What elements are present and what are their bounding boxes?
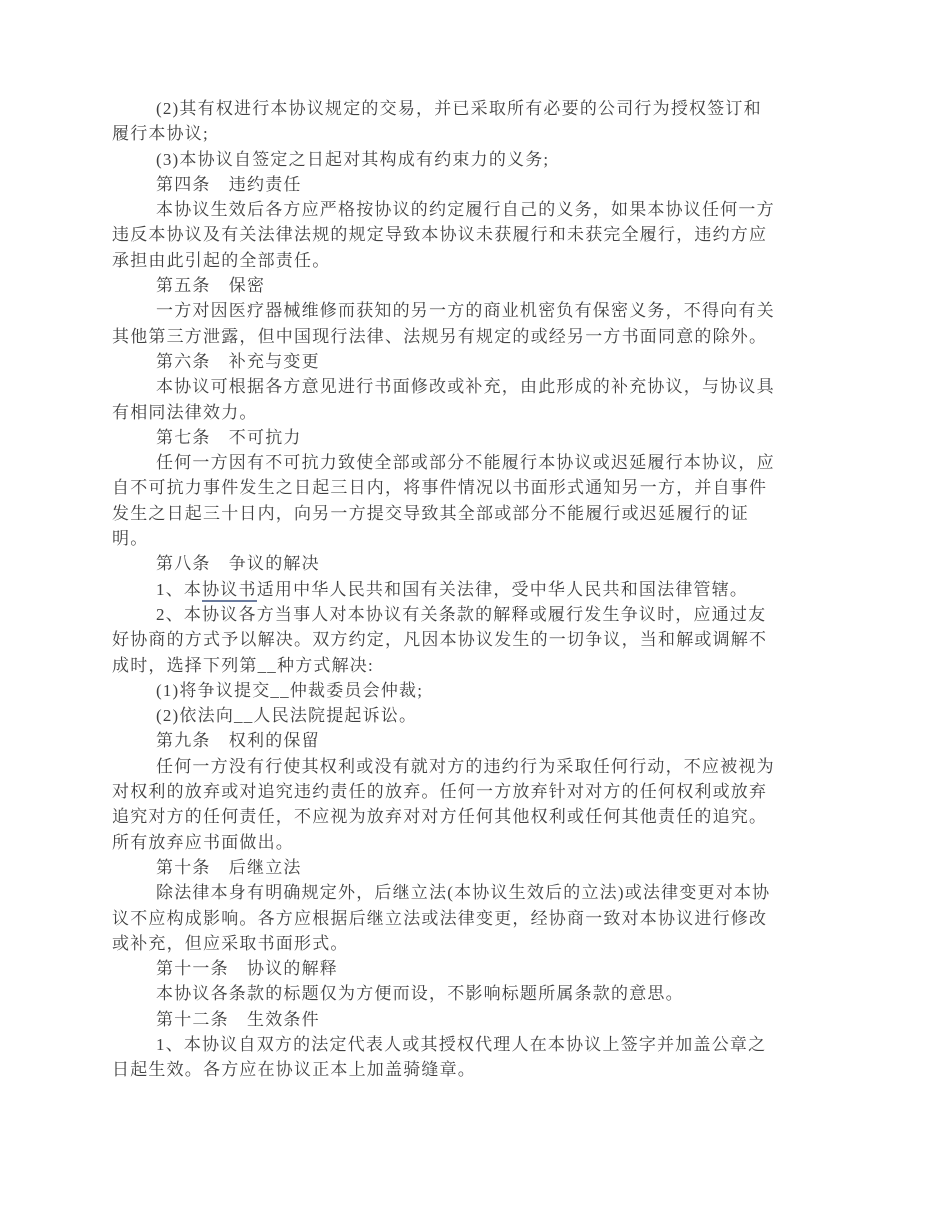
- document-line: [112, 880, 852, 905]
- text-segment: 承担由此引起的全部责任。: [112, 250, 331, 270]
- document-line: [112, 1032, 852, 1057]
- text-segment: 好协商的方式予以解决。双方约定，凡因本协议发生的一切争议，当和解或调解不: [112, 630, 768, 650]
- document-line: [112, 906, 852, 931]
- text-segment: 成时，选择下列第__种方式解决:: [112, 655, 374, 675]
- text-segment: 第六条 补充与变更: [156, 351, 320, 371]
- text-segment: 第十一条 协议的解释: [156, 959, 338, 979]
- text-segment: (2)依法向__人民法院提起诉讼。: [156, 706, 418, 726]
- document-line: [112, 931, 852, 956]
- text-segment: 明。: [112, 529, 149, 549]
- document-line: [112, 526, 852, 551]
- text-segment: (2)其有权进行本协议规定的交易，并已采取所有必要的公司行为授权签订和: [156, 99, 762, 118]
- text-segment: 追究对方的任何责任，不应视为放弃对对方任何其他权利或任何其他责任的追究。: [112, 807, 768, 827]
- text-segment: 适用中华人民共和国有关法律，受中华人民共和国法律管辖。: [256, 579, 749, 599]
- document-line: [112, 248, 852, 273]
- text-segment: 或补充，但应采取书面形式。: [112, 933, 349, 953]
- document-line: [112, 602, 852, 627]
- text-segment: 本协议可根据各方意见进行书面修改或补充，由此形成的补充协议，与协议具: [156, 377, 775, 397]
- document-line: [112, 804, 852, 829]
- document-line: [112, 475, 852, 500]
- text-segment: 履行本协议;: [112, 124, 209, 144]
- text-segment: 第五条 保密: [156, 276, 266, 296]
- text-segment: 第十条 后继立法: [156, 857, 302, 877]
- document-line: [112, 197, 852, 222]
- article-heading: [112, 1007, 852, 1032]
- document-line: [112, 653, 852, 678]
- article-heading: [112, 855, 852, 880]
- text-segment: 发生之日起三十日内，向另一方提交导致其全部或部分不能履行或迟延履行的证: [112, 503, 749, 523]
- document-line: [112, 400, 852, 425]
- document-line: [112, 96, 852, 121]
- text-segment: 对权利的放弃或对追究违约责任的放弃。任何一方放弃针对对方的任何权利或放弃: [112, 782, 768, 802]
- text-segment: 其他第三方泄露，但中国现行法律、法规另有规定的或经另一方书面同意的除外。: [112, 326, 768, 346]
- text-segment: 第十二条 生效条件: [156, 1009, 320, 1029]
- article-heading: [112, 551, 852, 576]
- article-heading: [112, 273, 852, 298]
- document-line: [112, 703, 852, 728]
- document-line: [112, 147, 852, 172]
- article-heading: [112, 349, 852, 374]
- text-segment: 任何一方因有不可抗力致使全部或部分不能履行本协议或迟延履行本协议，应: [156, 453, 775, 473]
- article-heading: [112, 956, 852, 981]
- text-segment: 自不可抗力事件发生之日起三日内，将事件情况以书面形式通知另一方，并自事件: [112, 478, 768, 498]
- text-segment: 本协议生效后各方应严格按协议的约定履行自己的义务，如果本协议任何一方: [156, 200, 775, 220]
- document-line: [112, 501, 852, 526]
- text-segment: 所有放弃应书面做出。: [112, 832, 294, 852]
- document-line: [112, 678, 852, 703]
- text-segment: 2、本协议各方当事人对本协议有关条款的解释或履行发生争议时，应通过友: [156, 604, 767, 624]
- article-heading: [112, 425, 852, 450]
- text-segment: (3)本协议自签定之日起对其构成有约束力的义务;: [156, 149, 550, 169]
- document-line: [112, 779, 852, 804]
- text-segment: 第七条 不可抗力: [156, 427, 302, 447]
- text-segment: 1、本协议自双方的法定代表人或其授权代理人在本协议上签字并加盖公章之: [156, 1034, 767, 1054]
- text-segment: 本协议各条款的标题仅为方便而设，不影响标题所属条款的意思。: [156, 984, 684, 1004]
- document-line: [112, 981, 852, 1006]
- document-line: [112, 754, 852, 779]
- document-line: [112, 830, 852, 855]
- document-line: [112, 577, 852, 602]
- document-line: [112, 627, 852, 652]
- text-segment: 1、本: [156, 579, 203, 599]
- text-segment: 日起生效。各方应在协议正本上加盖骑缝章。: [112, 1060, 476, 1080]
- document-line: [112, 450, 852, 475]
- article-heading: [112, 172, 852, 197]
- document-line: [112, 374, 852, 399]
- text-segment: 第九条 权利的保留: [156, 731, 320, 751]
- document-body: [112, 96, 852, 1083]
- text-segment: 一方对因医疗器械维修而获知的另一方的商业机密负有保密义务，不得向有关: [156, 301, 775, 321]
- document-line: [112, 1057, 852, 1082]
- article-heading: [112, 728, 852, 753]
- text-segment: 议不应构成影响。各方应根据后继立法或法律变更，经协商一致对本协议进行修改: [112, 908, 768, 928]
- document-line: [112, 298, 852, 323]
- underlined-text: 协议书: [202, 580, 257, 602]
- document-line: [112, 324, 852, 349]
- text-segment: 第八条 争议的解决: [156, 554, 320, 574]
- document-line: [112, 222, 852, 247]
- text-segment: 违反本协议及有关法律法规的规定导致本协议未获履行和未获完全履行，违约方应: [112, 225, 768, 245]
- text-segment: (1)将争议提交__仲裁委员会仲裁;: [156, 680, 424, 700]
- document-line: [112, 121, 852, 146]
- text-segment: 有相同法律效力。: [112, 402, 258, 422]
- text-segment: 任何一方没有行使其权利或没有就对方的违约行为采取任何行动，不应被视为: [156, 756, 775, 776]
- text-segment: 除法律本身有明确规定外，后继立法(本协议生效后的立法)或法律变更对本协: [156, 883, 771, 903]
- text-segment: 第四条 违约责任: [156, 174, 302, 194]
